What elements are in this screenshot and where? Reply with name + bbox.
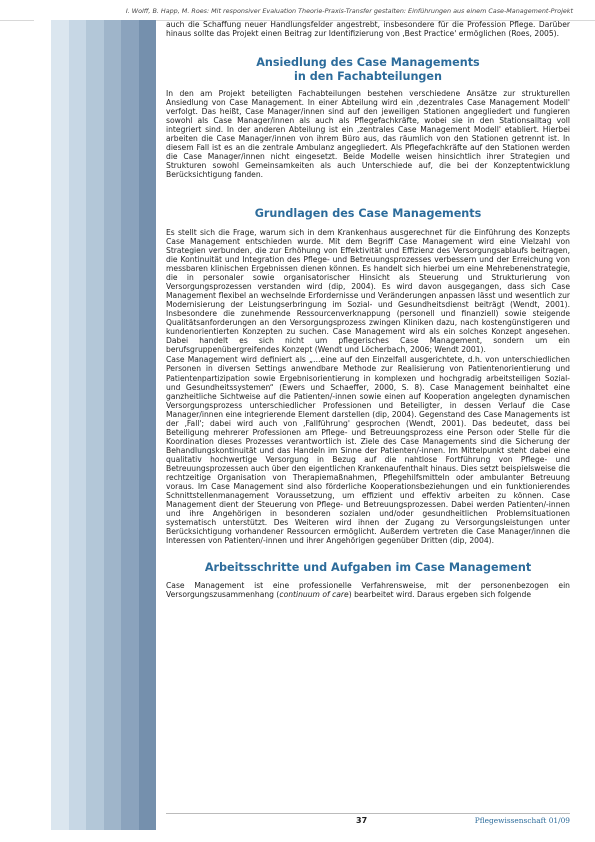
article-body — [166, 20, 570, 810]
running-header — [0, 0, 595, 21]
body-paragraph: In den am Projekt beteiligten Fachabteilungen bestehen verschiedene Ansätze zur strukturellen Ansiedlung von Case Management. In einer Abteilung wird ein ‚dezentrales Case Management Modell' verfolgt. Das heißt, Case Manager/innen sind auf den jeweiligen Stationen angegliedert und fungieren sowohl als Case Manager/innen als auch als Pflegefachkräfte, wobei sie in den Stationsalltag voll integriert sind. In der anderen Abteilung ist ein ‚zentrales Case Management Modell' etabliert. Hierbei arbeiten die Case Manager/innen von ihrem Büro aus, das räumlich von den Stationen getrennt ist. In diesem Fall ist es an die zentrale Ambulanz angegliedert. Als Pflegefachkräfte auf den Stationen werden die Case Manager/innen nicht eingesetzt. Beide Modelle weisen hinsichtlich ihrer Strategien und Strukturen sowohl Gemeinsamkeiten als auch Unterschiede auf, die bei der Konzeptentwicklung Berücksichtigung fanden. — [166, 88, 570, 180]
running-title: I. Wolff, B. Happ, M. Roes: Mit responsiver Evaluation Theorie-Praxis-Transfer gestalten: Einführungen aus einem Case-Management-Projekt — [125, 7, 573, 15]
stripe-1 — [34, 20, 51, 830]
paragraph-text-before: Case Management ist eine professionelle Verfahrensweise, mit der personenbezogen ein Versorgungszusammenhang ( — [166, 580, 570, 599]
section-heading-line1: Ansiedlung des Case Managements — [256, 56, 480, 70]
paragraph-italic-term: continuum of care — [279, 589, 349, 599]
section-heading-line2: in den Fachabteilungen — [294, 69, 442, 83]
stripe-7 — [139, 20, 156, 830]
section-heading-ansiedlung — [166, 56, 570, 83]
body-paragraph — [166, 581, 570, 599]
decorative-stripes — [34, 20, 156, 830]
stripe-3 — [69, 20, 86, 830]
stripe-4 — [86, 20, 103, 830]
stripe-5 — [104, 20, 121, 830]
section-heading-grundlagen: Grundlagen des Case Managements — [254, 207, 482, 221]
page-number: 37 — [356, 816, 368, 825]
journal-name: Pflegewissenschaft 01/09 — [474, 816, 570, 825]
page-footer — [166, 813, 570, 828]
body-paragraph: Es stellt sich die Frage, warum sich in dem Krankenhaus ausgerechnet für die Einführung des Konzepts Case Management entschieden wurde. Mit dem Begriff Case Management wird eine Vielzahl von Strategien verbunden, die zur Erhöhung von Effektivität und Effizienz des Versorgungsablaufs beitragen, die Kontinuität und Integration des Pflege- und Betreuungsprozesses verbessern und der Erreichung von messbaren klinischen Ergebnissen dienen können. Es handelt sich hierbei um eine Mehrebenenstrategie, die in personaler sowie organisatorischer Hinsicht als Steuerung und Strukturierung von Versorgungsprozessen verstanden wird (dip, 2004). Es wird davon ausgegangen, dass sich Case Management flexibel an wechselnde Erfordernisse und Veränderungen anpassen lässt und wesentlich zur Modernisierung der Leistungserbringung im Sozial- und Gesundheitsdienst beiträgt (Wendt, 2001). Insbesondere die zunehmende Ressourcenverknappung (personell und finanziell) sowie steigende Qualitätsanforderungen an den Versorgungsprozess zwingen Kliniken dazu, nach kostengünstigeren und kundenorientierten Konzepten zu suchen. Case Management wird als ein solches Konzept angesehen. Dabei handelt es sich nicht um pflegerisches Case Management, sondern um ein berufsgruppenübergreifendes Konzept (Wendt und Löcherbach, 2006; Wendt 2001). — [166, 227, 570, 355]
body-paragraph: Case Management wird definiert als „…eine auf den Einzelfall ausgerichtete, d.h. von unterschiedlichen Personen in diversen Settings anwendbare Methode zur Realisierung von Patientenorientierung und Patientenpartizipation sowie Ergebnisorientierung in komplexen und hochgradig arbeitsteiligen Sozial- und Gesundheitssystemen“ (Ewers und Schaeffer, 2000, S. 8). Case Management beinhaltet eine ganzheitliche Sichtweise auf die Patienten/-innen sowie einen auf Kooperation angelegten dynamischen Versorgungsprozess unterschiedlicher Professionen und Beteiligter, in dessen Verlauf die Case Manager/innen eine integrierende Element darstellen (dip, 2004). Gegenstand des Case Managements ist der ‚Fall'; dabei wird auch von ‚Fallführung' gesprochen (Wendt, 2001). Das bedeutet, dass bei Beteiligung mehrerer Professionen am Pflege- und Betreuungsprozess eine Person oder Stelle für die Koordination dieses Prozesses verantwortlich ist. Ziele des Case Managements sind die Sicherung der Behandlungskontinuität und das Handeln im Sinne der Patienten/-innen. Im Mittelpunkt steht dabei eine qualitativ hochwertige Versorgung in Bezug auf die nahtlose Fortführung von Pflege- und Betreuungsprozessen auch über den eigentlichen Krankenaufenthalt hinaus. Dies setzt beispielsweise die rechtzeitige Organisation von Therapiemaßnahmen, Pflegehilfsmitteln oder ambulanter Betreuung voraus. Im Case Management sind also förderliche Kooperationsbeziehungen und ein funktionierendes Schnittstellenmanagement Voraussetzung, um effizient und effektiv arbeiten zu können. Case Management dient der Steuerung von Pflege- und Betreuungsprozessen. Dabei werden Patienten/-innen und ihre Angehörigen in besonderen sozialen und/oder gesundheitlichen Problemsituationen systematisch unterstützt. Des Weiteren wird ihnen der Zugang zu Versorgungsleistungen unter Berücksichtigung vorhandener Ressourcen ermöglicht. Außerdem vertreten die Case Manager/innen die Interessen von Patienten/-innen und ihrer Angehörigen gegenüber Dritten (dip, 2004). — [166, 355, 570, 546]
intro-paragraph: auch die Schaffung neuer Handlungsfelder angestrebt, insbesondere für die Profession Pflege. Darüber hinaus sollte das Projekt einen Beitrag zur Identifizierung von ‚Best Practice' ermöglichen (Roes, 2005). — [166, 20, 570, 39]
paragraph-text-after: ) bearbeitet wird. Daraus ergeben sich folgende — [348, 589, 531, 599]
stripe-2 — [51, 20, 68, 830]
section-heading-arbeitsschritte: Arbeitsschritte und Aufgaben im Case Management — [204, 561, 532, 575]
stripe-6 — [121, 20, 138, 830]
